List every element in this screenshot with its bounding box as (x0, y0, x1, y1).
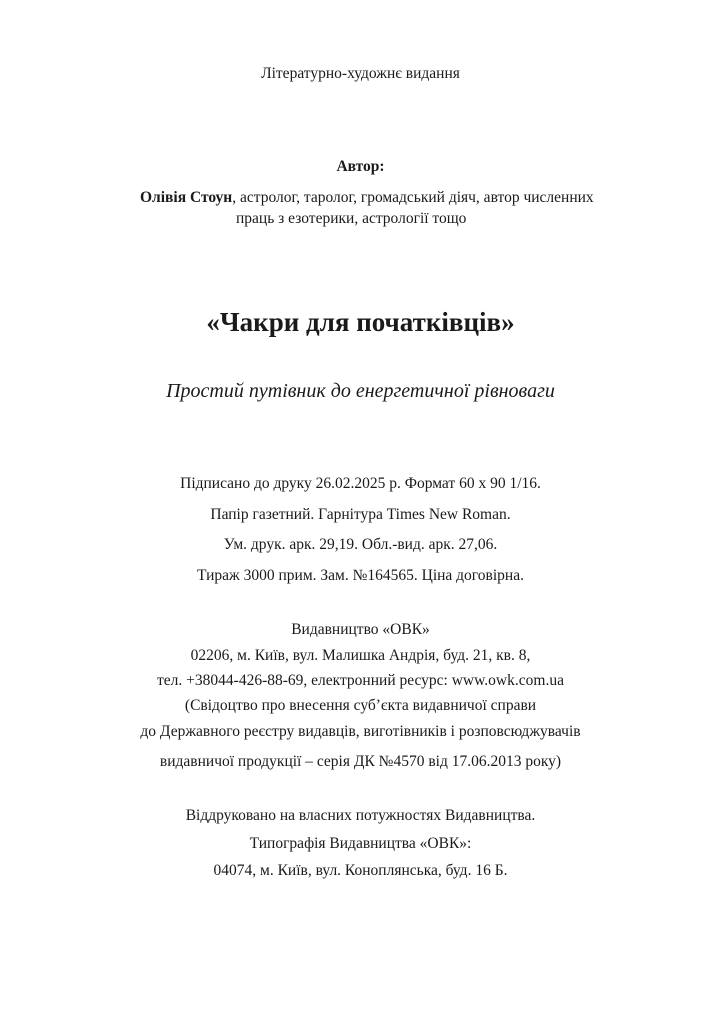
printing-house-name: Типографія Видавництва «ОВК»: (249, 835, 472, 852)
print-details-line-2: Папір газетний. Гарнітура Times New Roman. (210, 506, 511, 523)
publisher-address: 02206, м. Київ, вул. Малишка Андрія, буд. 21, кв. 8, (190, 647, 531, 664)
printing-house-address: 04074, м. Київ, вул. Коноплянська, буд. 16 Б. (213, 862, 508, 879)
author-description-line1: , астролог, таролог, громадський діяч, автор численних (232, 189, 594, 206)
publisher-certificate-line-1: (Свідоцтво про внесення суб’єкта видавничої справи (184, 697, 537, 714)
publisher-certificate-line-2: до Державного реєстру видавців, виготівників і розповсюджувачів (140, 723, 581, 740)
printing-note: Віддруковано на власних потужностях Видавництва. (185, 807, 536, 824)
author-heading: Автор: (336, 158, 385, 175)
author-description-line2: праць з езотерики, астрології тощо (236, 210, 467, 227)
series-label: Літературно-художнє видання (261, 65, 460, 82)
author-name: Олівія Стоун (140, 189, 233, 206)
book-subtitle: Простий путівник до енергетичної рівноваги (166, 380, 555, 402)
publisher-name: Видавництво «ОВК» (291, 621, 430, 638)
print-details-line-4: Тираж 3000 прим. Зам. №164565. Ціна договірна. (197, 567, 524, 584)
publisher-contacts: тел. +38044-426-88-69, електронний ресурс: www.owk.com.ua (157, 672, 564, 689)
print-details-line-3: Ум. друк. арк. 29,19. Обл.-вид. арк. 27,06. (223, 536, 498, 553)
author-description (140, 187, 650, 229)
publisher-certificate-line-3: видавничої продукції – серія ДК №4570 від 17.06.2013 року) (159, 753, 562, 770)
book-title: «Чакри для початківців» (206, 307, 515, 337)
print-details-line-1: Підписано до друку 26.02.2025 р. Формат 60 х 90 1/16. (180, 475, 541, 492)
